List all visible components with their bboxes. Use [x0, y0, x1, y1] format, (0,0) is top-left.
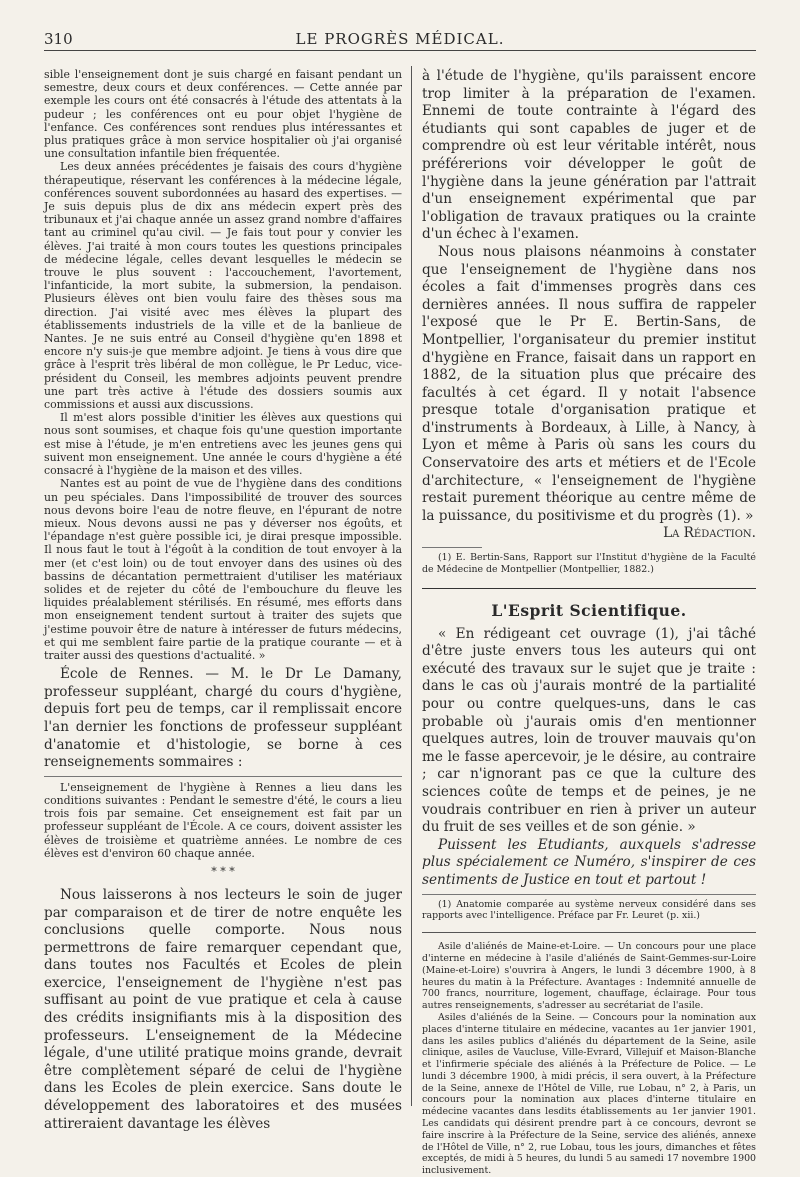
left-paragraph-2: Les deux années précédentes je faisais des cours d'hygiène thérapeutique, réservant les conférences à la médecine légale, conférences souvent subordonnées au hasard des expertises. — Je suis depuis plus de dix ans médecin expert près des tribunaux et j'ai chaque année un assez grand nombre d'affaires tant au criminel qu'au civil. — Je fais tout pour y convier les élèves. J'ai traité à mon cours toutes les questions principales de médecine légale, celles devant lesquelles le médecin se trouve le plus souvent : l'accouchement, l'avortement, l'infanticide, la mort subite, la submersion, la pendaison. Plusieurs élèves ont bien voulu faire des thèses sous ma direction. J'ai visité avec mes élèves la plupart des établissements industriels de la ville et de la banlieue de Nantes. Je ne suis entré au Conseil d'hygiène qu'en 1898 et encore n'y suis-je que membre adjoint. Je tiens à vous dire que grâce à l'esprit très libéral de mon collègue, le Pr Leduc, vice-président du Conseil, les membres adjoints peuvent prendre une part très active à l'étude des dossiers soumis aux commissions et aussi aux discussions. — [44, 160, 402, 412]
asiles-seine-notice: Asiles d'aliénés de la Seine. — Concours pour la nomination aux places d'interne titulaire en médecine, vacantes au 1er janvier 1901, dans les asiles publics d'aliénés du département de la Seine, asile clinique, asiles de Vaucluse, Ville-Evrard, Villejuif et Maison-Blanche et l'infirmerie spéciale des aliénés à la Préfecture de Police. — Le lundi 3 décembre 1900, à midi précis, il sera ouvert, à la Préfecture de la Seine, annexe de l'Hôtel de Ville, rue Lobau, n° 2, à Paris, un concours pour la nomination aux places d'interne titulaire en médecine vacantes dans lesdits établissements au 1er janvier 1901. Les candidats qui désirent prendre part à ce concours, devront se faire inscrire à la Préfecture de la Seine, service des aliénés, annexe de l'Hôtel de Ville, n° 2, rue Lobau, tous les jours, dimanches et fêtes exceptés, de midi à 5 heures, du lundi 5 au samedi 17 novembre 1900 inclusivement. — [422, 1011, 756, 1177]
right-paragraph-1: à l'étude de l'hygiène, qu'ils paraissent encore trop limiter à la préparation de l'examen. Ennemi de toute contrainte à l'égard des étudiants qui sont capables de juger et de comprendre où est leur véritable intérêt, nous préférerions voir développer le goût de l'hygiène dans la jeune génération par l'attrait d'un enseignement expérimental que par l'obligation de travaux pratiques ou la crainte d'un échec à l'examen. — [422, 68, 756, 243]
footnote-rule — [422, 547, 482, 548]
section-divider — [422, 588, 756, 589]
journal-title: LE PROGRÈS MÉDICAL. — [295, 30, 505, 48]
left-column — [44, 68, 402, 1132]
esprit-exhortation: Puissent les Etudiants, auxquels s'adresse plus spécialement ce Numéro, s'inspirer de ces sentiments de Justice en tout et partout ! — [422, 836, 756, 888]
page-number: 310 — [44, 30, 73, 48]
right-column — [422, 68, 756, 1177]
esprit-scientifique-heading: L'Esprit Scientifique. — [491, 600, 687, 620]
section-rule — [44, 776, 402, 777]
rennes-details-paragraph: L'enseignement de l'hygiène à Rennes a lieu dans les conditions suivantes : Pendant le semestre d'été, le cours a lieu trois fois par semaine. Cet enseignement est fait par un professeur suppléant de l'École. A ce cours, doivent assister les élèves de troisième et quatrième années. Le nombre de ces élèves est d'environ 60 chaque année. — [44, 780, 402, 860]
page-header — [44, 28, 756, 51]
esprit-quote: « En rédigeant cet ouvrage (1), j'ai tâché d'être juste envers tous les auteurs qui ont exécuté des travaux sur le sujet que je traite : dans le cas où j'aurais montré de la partialité pour ou contre quelques-uns, dans le cas probable où j'aurais omis d'en mentionner quelques autres, loin de trouver mauvais qu'on me le fasse apercevoir, je le désire, au contraire ; car n'ignorant pas ce que la culture des sciences coûte de temps et de peines, je ne voudrais contribuer en rien à priver un auteur du fruit de ses veilles et de son génie. » — [422, 625, 756, 836]
footnote-rule-2 — [422, 894, 756, 895]
footnote-2: (1) Anatomie comparée au système nerveux considéré dans ses rapports avec l'intelligence. Préface par Fr. Leuret (p. xii.) — [422, 898, 756, 922]
footnote-1: (1) E. Bertin-Sans, Rapport sur l'Institut d'hygiène de la Faculté de Médecine de Montpellier (Montpellier, 1882.) — [422, 552, 756, 575]
signature: La Rédaction. — [663, 525, 756, 542]
left-paragraph-4: Nantes est au point de vue de l'hygiène dans des conditions un peu spéciales. Dans l'impossibilité de trouver des sources nous devons boire l'eau de notre fleuve, en l'épurant de notre mieux. Nous devons aussi ne pas y déverser nos égoûts, et l'épandage n'est guère possible ici, je dirai presque impossible. Il nous faut le tout à l'égoût à la condition de tout envoyer à la mer (et c'est loin) ou de tout envoyer dans des usines où des bassins de décantation permettraient d'utiliser les matériaux solides et de rejeter du côté de l'embouchure du fleuve les liquides préalablement stérilisés. En résumé, mes efforts dans mon enseignement tendent surtout à traiter des sujets que j'estime pouvoir être de nature à intéresser de futurs médecins, et qui me semblent faire partie de la pratique courante — et à traiter aussi des questions d'actualité. » — [44, 477, 402, 662]
column-divider — [411, 66, 412, 1106]
left-paragraph-1: sible l'enseignement dont je suis chargé en faisant pendant un semestre, deux cours et deux conférences. — Cette année par exemple les cours ont été consacrés à l'étude des attentats à la pudeur ; les conférences ont eu pour objet l'hygiène de l'enfance. Ces conférences sont rendues plus intéressantes et plus pratiques grâce à mon service hospitalier où j'ai organisé une consultation infantile bien fréquentée. — [44, 68, 402, 161]
left-paragraph-3: Il m'est alors possible d'initier les élèves aux questions qui nous sont soumises, et chaque fois qu'une question importante est mise à l'étude, je m'en entretiens avec les jeunes gens qui suivent mon enseignement. Une année le cours d'hygiène a été consacré à l'hygiène de la maison et des villes. — [44, 411, 402, 478]
asterism: * * * — [211, 864, 235, 878]
right-paragraph-2: Nous nous plaisons néanmoins à constater que l'enseignement de l'hygiène dans nos écoles a fait d'immenses progrès dans ces dernières années. Il nous suffira de rappeler l'exposé que le Pr E. Bertin-Sans, de Montpellier, l'organisateur du premier institut d'hygiène en France, faisait dans un rapport en 1882, de la situation plus que précaire des facultés à cet égard. Il y notait l'absence presque totale d'organisation pratique et d'instruments à Bordeaux, à Lille, à Nancy, à Lyon et même à Paris où sans les cours du Conservatoire des arts et métiers et de l'Ecole d'architecture, « l'enseignement de l'hygiène restait purement théorique au centre même de la puissance, du positivisme et du progrès (1). » — [422, 243, 756, 524]
conclusion-paragraph: Nous laisserons à nos lecteurs le soin de juger par comparaison et de tirer de notre enquête les conclusions quelle comporte. Nous nous permettrons de faire remarquer cependant que, dans toutes nos Facultés et Ecoles de plein exercice, l'enseignement de l'hygiène n'est pas suffisant au point de vue pratique et cela à cause des crédits insignifiants mis à la disposition des professeurs. L'enseignement de la Médecine légale, d'une utilité pratique moins grande, devrait être complètement séparé de celui de l'hygiène dans les Ecoles de plein exercice. Sans doute le développement des laboratoires et des musées attireraient davantage les élèves — [44, 886, 402, 1132]
ecole-de-rennes-paragraph: École de Rennes. — M. le Dr Le Damany, professeur suppléant, chargé du cours d'hygiène, depuis fort peu de temps, car il remplissait encore l'an dernier les fonctions de professeur suppléant d'anatomie et d'histologie, se borne à ces renseignements sommaires : — [44, 666, 402, 771]
notices-divider — [422, 932, 756, 933]
asile-maine-et-loire-notice: Asile d'aliénés de Maine-et-Loire. — Un concours pour une place d'interne en médecine à l'asile d'aliénés de Saint-Gemmes-sur-Loire (Maine-et-Loire) s'ouvrira à Angers, le lundi 3 décembre 1900, à 8 heures du matin à la Préfecture. Avantages : Indemnité annuelle de 700 francs, nourriture, logement, chauffage, éclairage. Pour tous autres renseignements, s'adresser au secrétariat de l'asile. — [422, 941, 756, 1012]
